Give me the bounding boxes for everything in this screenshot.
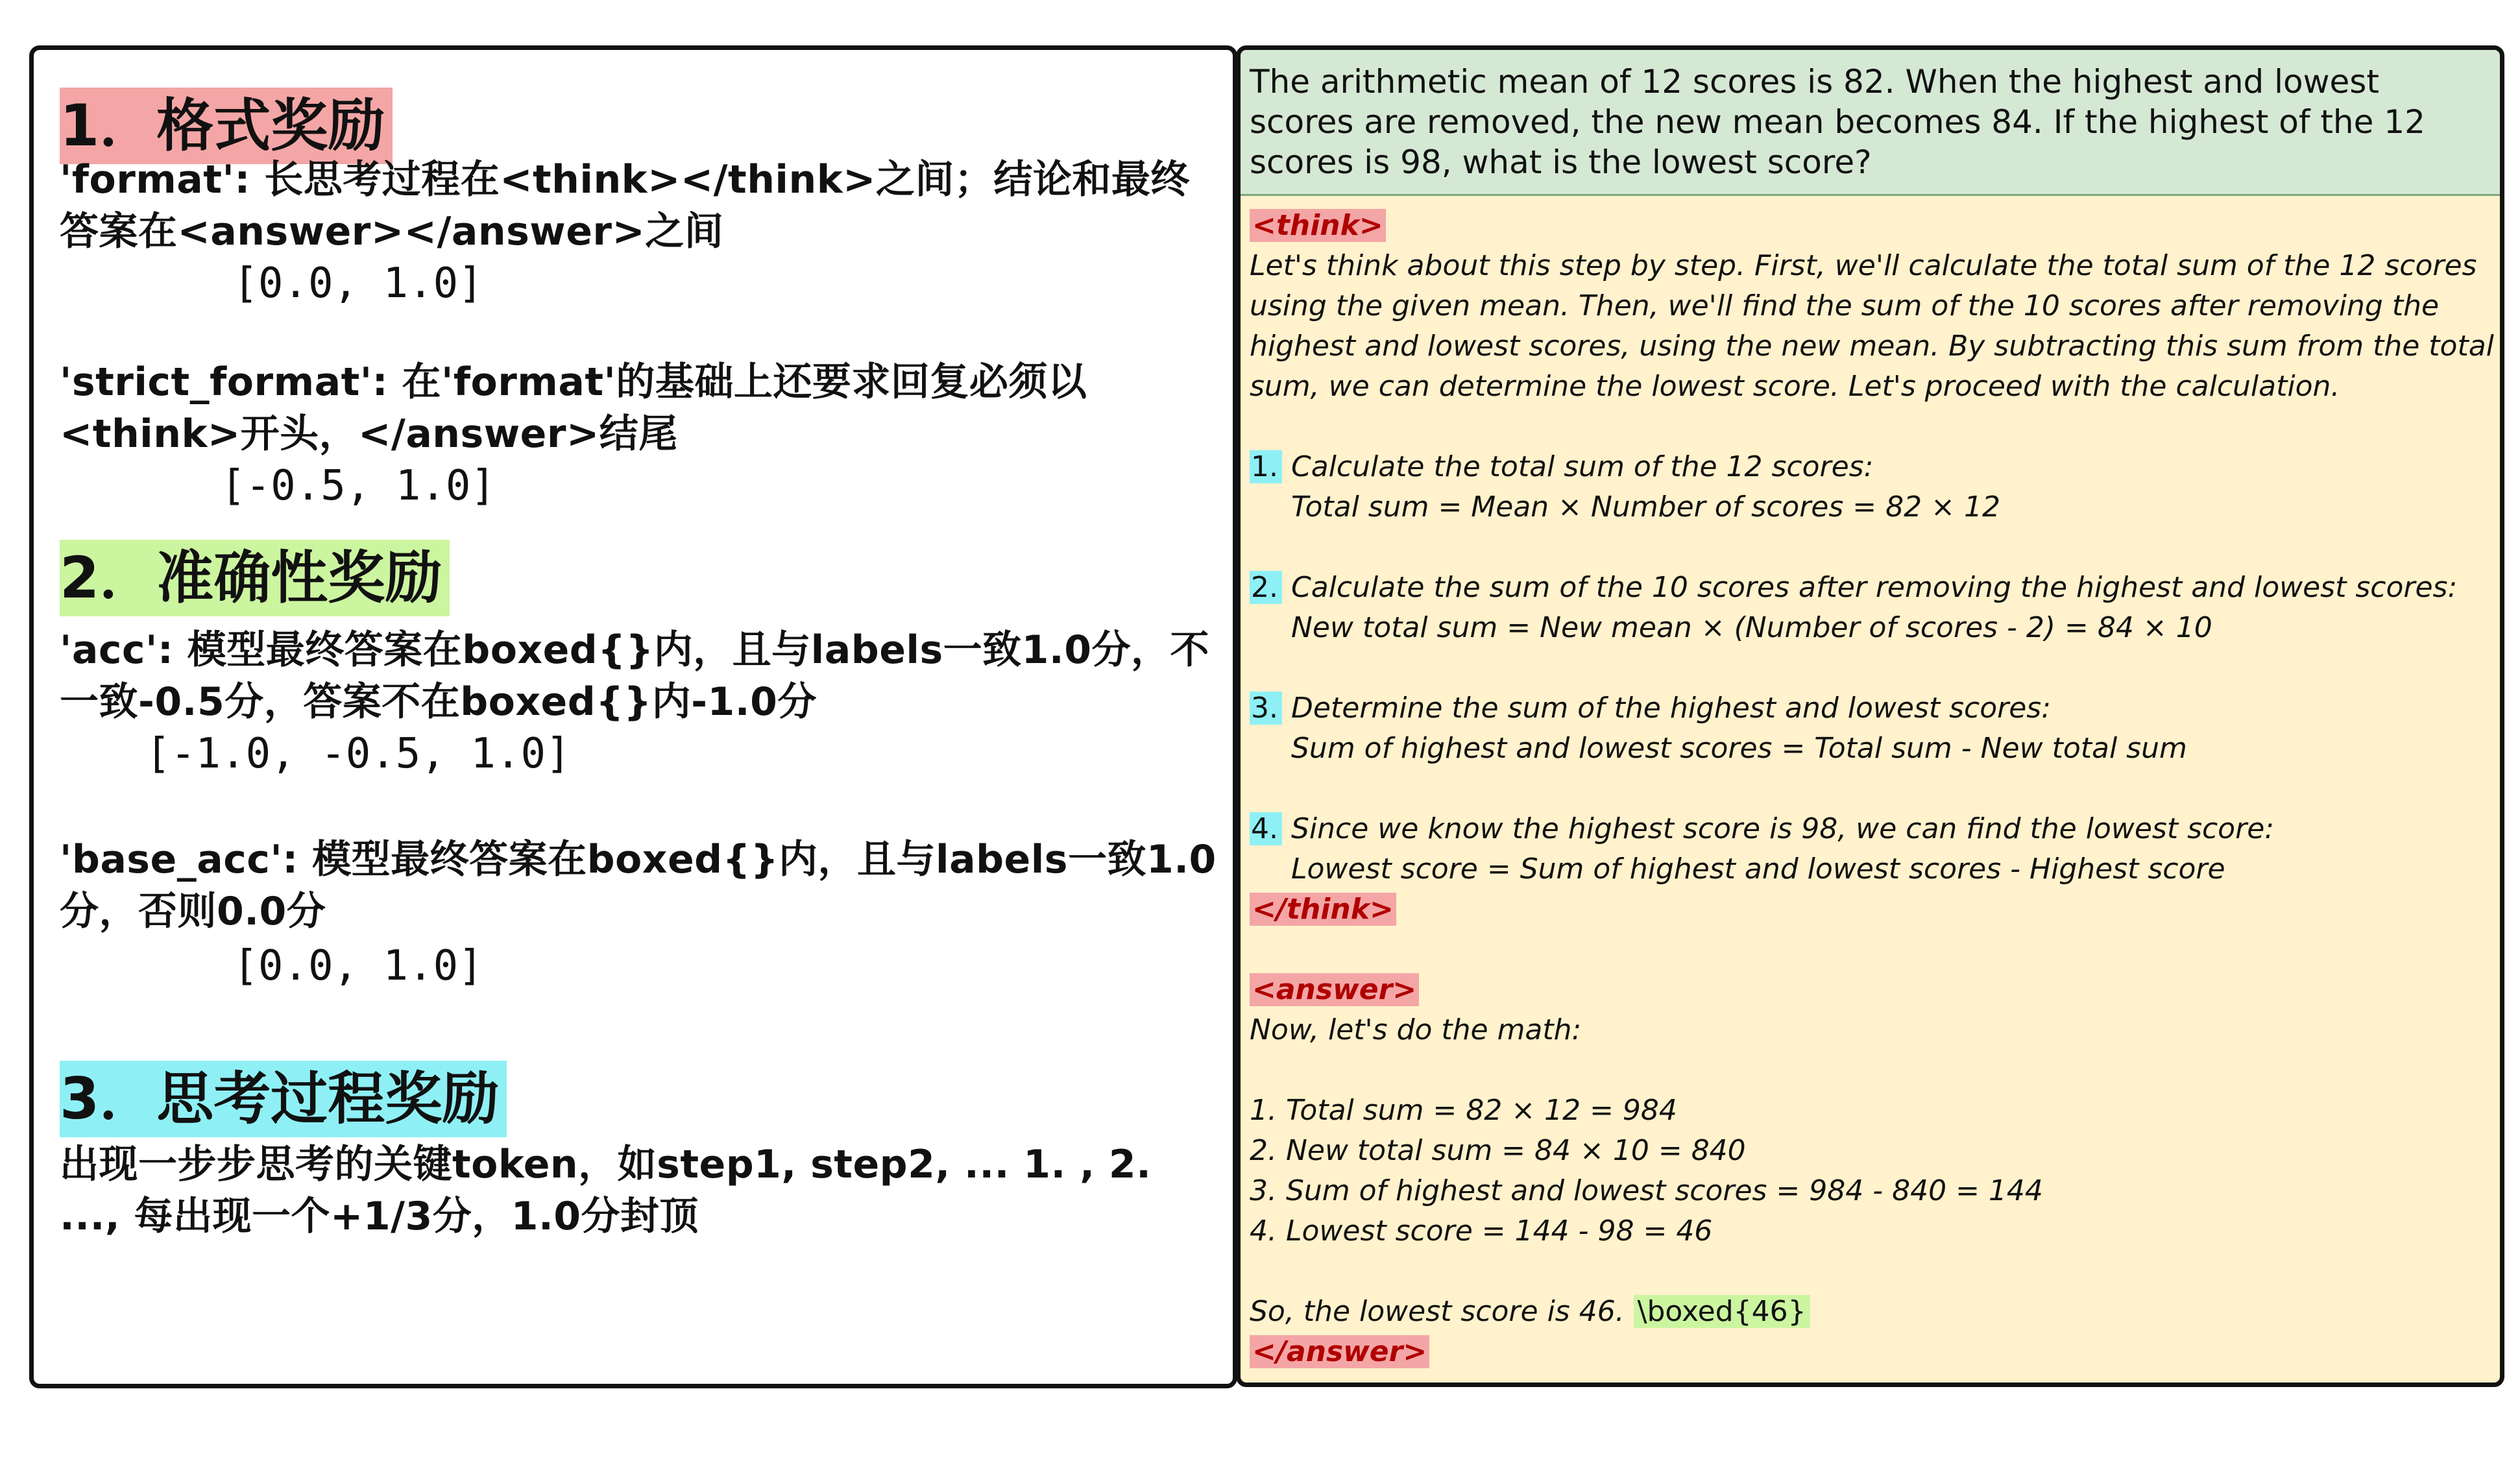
acc-reward-description: 'acc': 模型最终答案在boxed{}内，且与labels一致1.0分，不一致-0.5分，答案不在boxed{}内-1.0分: [60, 627, 1209, 725]
answer-open-tag: <answer>: [1250, 973, 1419, 1006]
step-title-line: [1250, 809, 2499, 849]
format-reward-description: 'format': 长思考过程在<think></think>之间；结论和最终答案在<answer></answer>之间: [60, 157, 1190, 254]
answer-close-tag: </answer>: [1250, 1335, 1429, 1368]
intro-line: using the given mean. Then, we'll find the sum of the 10 scores after removing the: [1250, 289, 2440, 322]
intro-line: sum, we can determine the lowest score. Let's proceed with the calculation.: [1250, 370, 2340, 403]
example-response-panel: [1236, 45, 2504, 1387]
step-detail: New total sum = New mean × (Number of scores - 2) = 84 × 10: [1291, 611, 2212, 644]
step-number: 1.: [1250, 450, 1282, 483]
step-title-line: [1250, 688, 2499, 729]
step-title-line: [1250, 568, 2499, 608]
step-title-line: [1250, 447, 2499, 487]
step-detail: Total sum = Mean × Number of scores = 82 × 12: [1291, 490, 2000, 524]
intro-line: Let's think about this step by step. First, we'll calculate the total sum of the 12 scores: [1250, 249, 2477, 282]
intro-line: highest and lowest scores, using the new mean. By subtracting this sum from the total: [1250, 330, 2494, 363]
math-question: The arithmetic mean of 12 scores is 82. When the highest and lowest scores are removed, the new mean becomes 84. If the highest of the 12 scores is 98, what is the lowest score?: [1241, 50, 2500, 196]
reward-rules-panel: [29, 45, 1237, 1388]
model-response: [1250, 206, 2499, 1372]
step-title: Determine the sum of the highest and lowest scores:: [1290, 692, 2052, 725]
step-number: 2.: [1250, 571, 1282, 604]
accuracy-reward-heading: 2．准确性奖励: [60, 540, 450, 616]
thinking-reward-description: 出现一步步思考的关键token，如step1, step2, ... 1. , 2. ..., 每出现一个+1/3分，1.0分封顶: [60, 1142, 1152, 1239]
calc-line: 4. Lowest score = 144 - 98 = 46: [1250, 1214, 1713, 1248]
base-acc-description: 'base_acc': 模型最终答案在boxed{}内，且与labels一致1.0分，否则0.0分: [60, 837, 1217, 934]
conclusion-text: So, the lowest score is 46.: [1250, 1295, 1634, 1328]
step-title: Calculate the total sum of the 12 scores:: [1290, 450, 1874, 483]
answer-intro: Now, let's do the math:: [1250, 1013, 1582, 1046]
strict-format-range: [-0.5, 1.0]: [221, 462, 496, 510]
calc-line: 3. Sum of highest and lowest scores = 984 - 840 = 144: [1250, 1174, 2043, 1207]
format-reward-range: [0.0, 1.0]: [233, 260, 483, 308]
step-title: Since we know the highest score is 98, we can find the lowest score:: [1290, 812, 2275, 845]
calc-line: 1. Total sum = 82 × 12 = 984: [1250, 1094, 1677, 1127]
step-detail: Sum of highest and lowest scores = Total sum - New total sum: [1291, 732, 2187, 765]
conclusion-line: [1250, 1292, 2499, 1332]
step-number: 3.: [1250, 692, 1282, 725]
base-acc-range: [0.0, 1.0]: [233, 942, 483, 990]
calc-line: 2. New total sum = 84 × 10 = 840: [1250, 1134, 1746, 1167]
step-detail: Lowest score = Sum of highest and lowest scores - Highest score: [1291, 852, 2225, 886]
boxed-answer: \boxed{46}: [1634, 1295, 1810, 1328]
think-close-tag: </think>: [1250, 893, 1396, 926]
acc-reward-range: [-1.0, -0.5, 1.0]: [145, 730, 571, 778]
format-reward-heading: 1．格式奖励: [60, 88, 393, 164]
think-open-tag: <think>: [1250, 209, 1386, 242]
thinking-reward-heading: 3．思考过程奖励: [60, 1061, 507, 1137]
strict-format-description: 'strict_format': 在'format'的基础上还要求回复必须以<think>开头，</answer>结尾: [60, 359, 1087, 457]
step-number: 4.: [1250, 812, 1282, 845]
step-title: Calculate the sum of the 10 scores after removing the highest and lowest scores:: [1290, 571, 2458, 604]
